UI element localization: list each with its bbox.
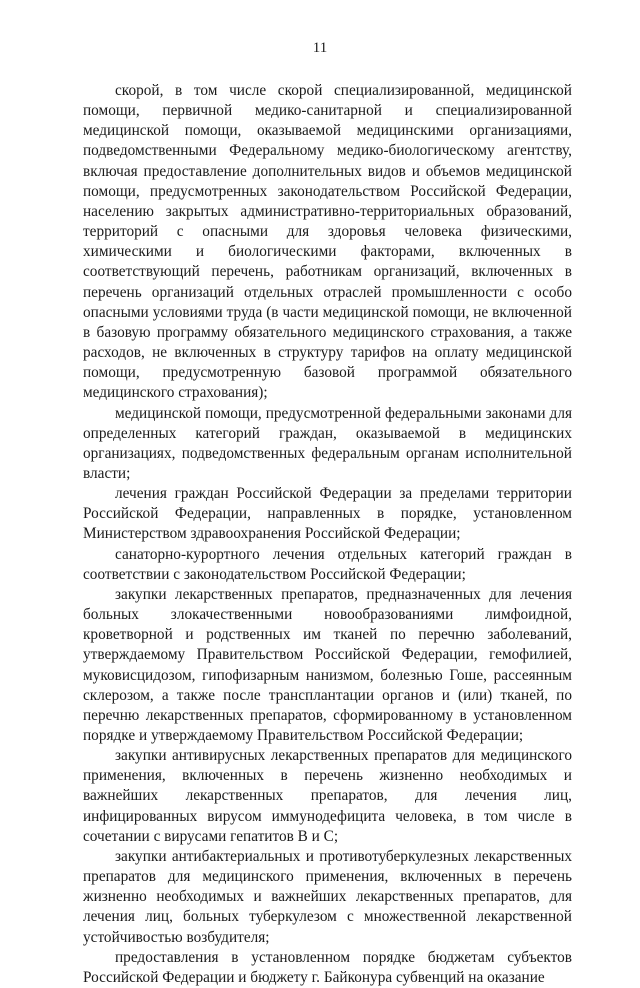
paragraph: закупки лекарственных препаратов, предназначенных для лечения больных злокачественными новообразованиями лимфоидной, кроветворной и родственных им тканей по перечню заболеваний, утверждаемому Правительством Российской Федерации, гемофилией, муковисцидозом, гипофизарным нанизмом, болезнью Гоше, рассеянным склерозом, а также после трансплантации органов и (или) тканей, по перечню лекарственных препаратов, сформированному в установленном порядке и утверждаемому Правительством Российской Федерации; [83, 585, 572, 744]
paragraph: закупки антибактериальных и противотуберкулезных лекарственных препаратов для медицинского применения, включенных в перечень жизненно необходимых и важнейших лекарственных препаратов, для лечения лиц, больных туберкулезом с множественной лекарственной устойчивостью возбудителя; [83, 847, 572, 946]
paragraph: лечения граждан Российской Федерации за пределами территории Российской Федерации, направленных в порядке, установленном Министерством здравоохранения Российской Федерации; [83, 485, 572, 543]
paragraph: санаторно-курортного лечения отдельных категорий граждан в соответствии с законодательством Российской Федерации; [83, 545, 572, 583]
document-body [83, 81, 572, 988]
paragraph: предоставления в установленном порядке бюджетам субъектов Российской Федерации и бюджету г. Байконура субвенций на оказание [83, 948, 572, 986]
paragraph: скорой, в том числе скорой специализированной, медицинской помощи, первичной медико-санитарной и специализированной медицинской помощи, оказываемой медицинскими организациями, подведомственными Федеральному медико-биологическому агентству, включая предоставление дополнительных видов и объемов медицинской помощи, предусмотренных законодательством Российской Федерации, населению закрытых административно-территориальных образований, территорий с опасными для здоровья человека физическими, химическими и биологическими факторами, включенных в соответствующий перечень, работникам организаций, включенных в перечень организаций отдельных отраслей промышленности с особо опасными условиями труда (в части медицинской помощи, не включенной в базовую программу обязательного медицинского страхования, а также расходов, не включенных в структуру тарифов на оплату медицинской помощи, предусмотренную базовой программой обязательного медицинского страхования); [83, 82, 572, 402]
paragraph: закупки антивирусных лекарственных препаратов для медицинского применения, включенных в перечень жизненно необходимых и важнейших лекарственных препаратов, для лечения лиц, инфицированных вирусом иммунодефицита человека, в том числе в сочетании с вирусами гепатитов B и C; [83, 747, 572, 845]
paragraph: медицинской помощи, предусмотренной федеральными законами для определенных категорий граждан, оказываемой в медицинских организациях, подведомственных федеральным органам исполнительной власти; [83, 404, 572, 482]
page-number: 11 [312, 40, 328, 56]
